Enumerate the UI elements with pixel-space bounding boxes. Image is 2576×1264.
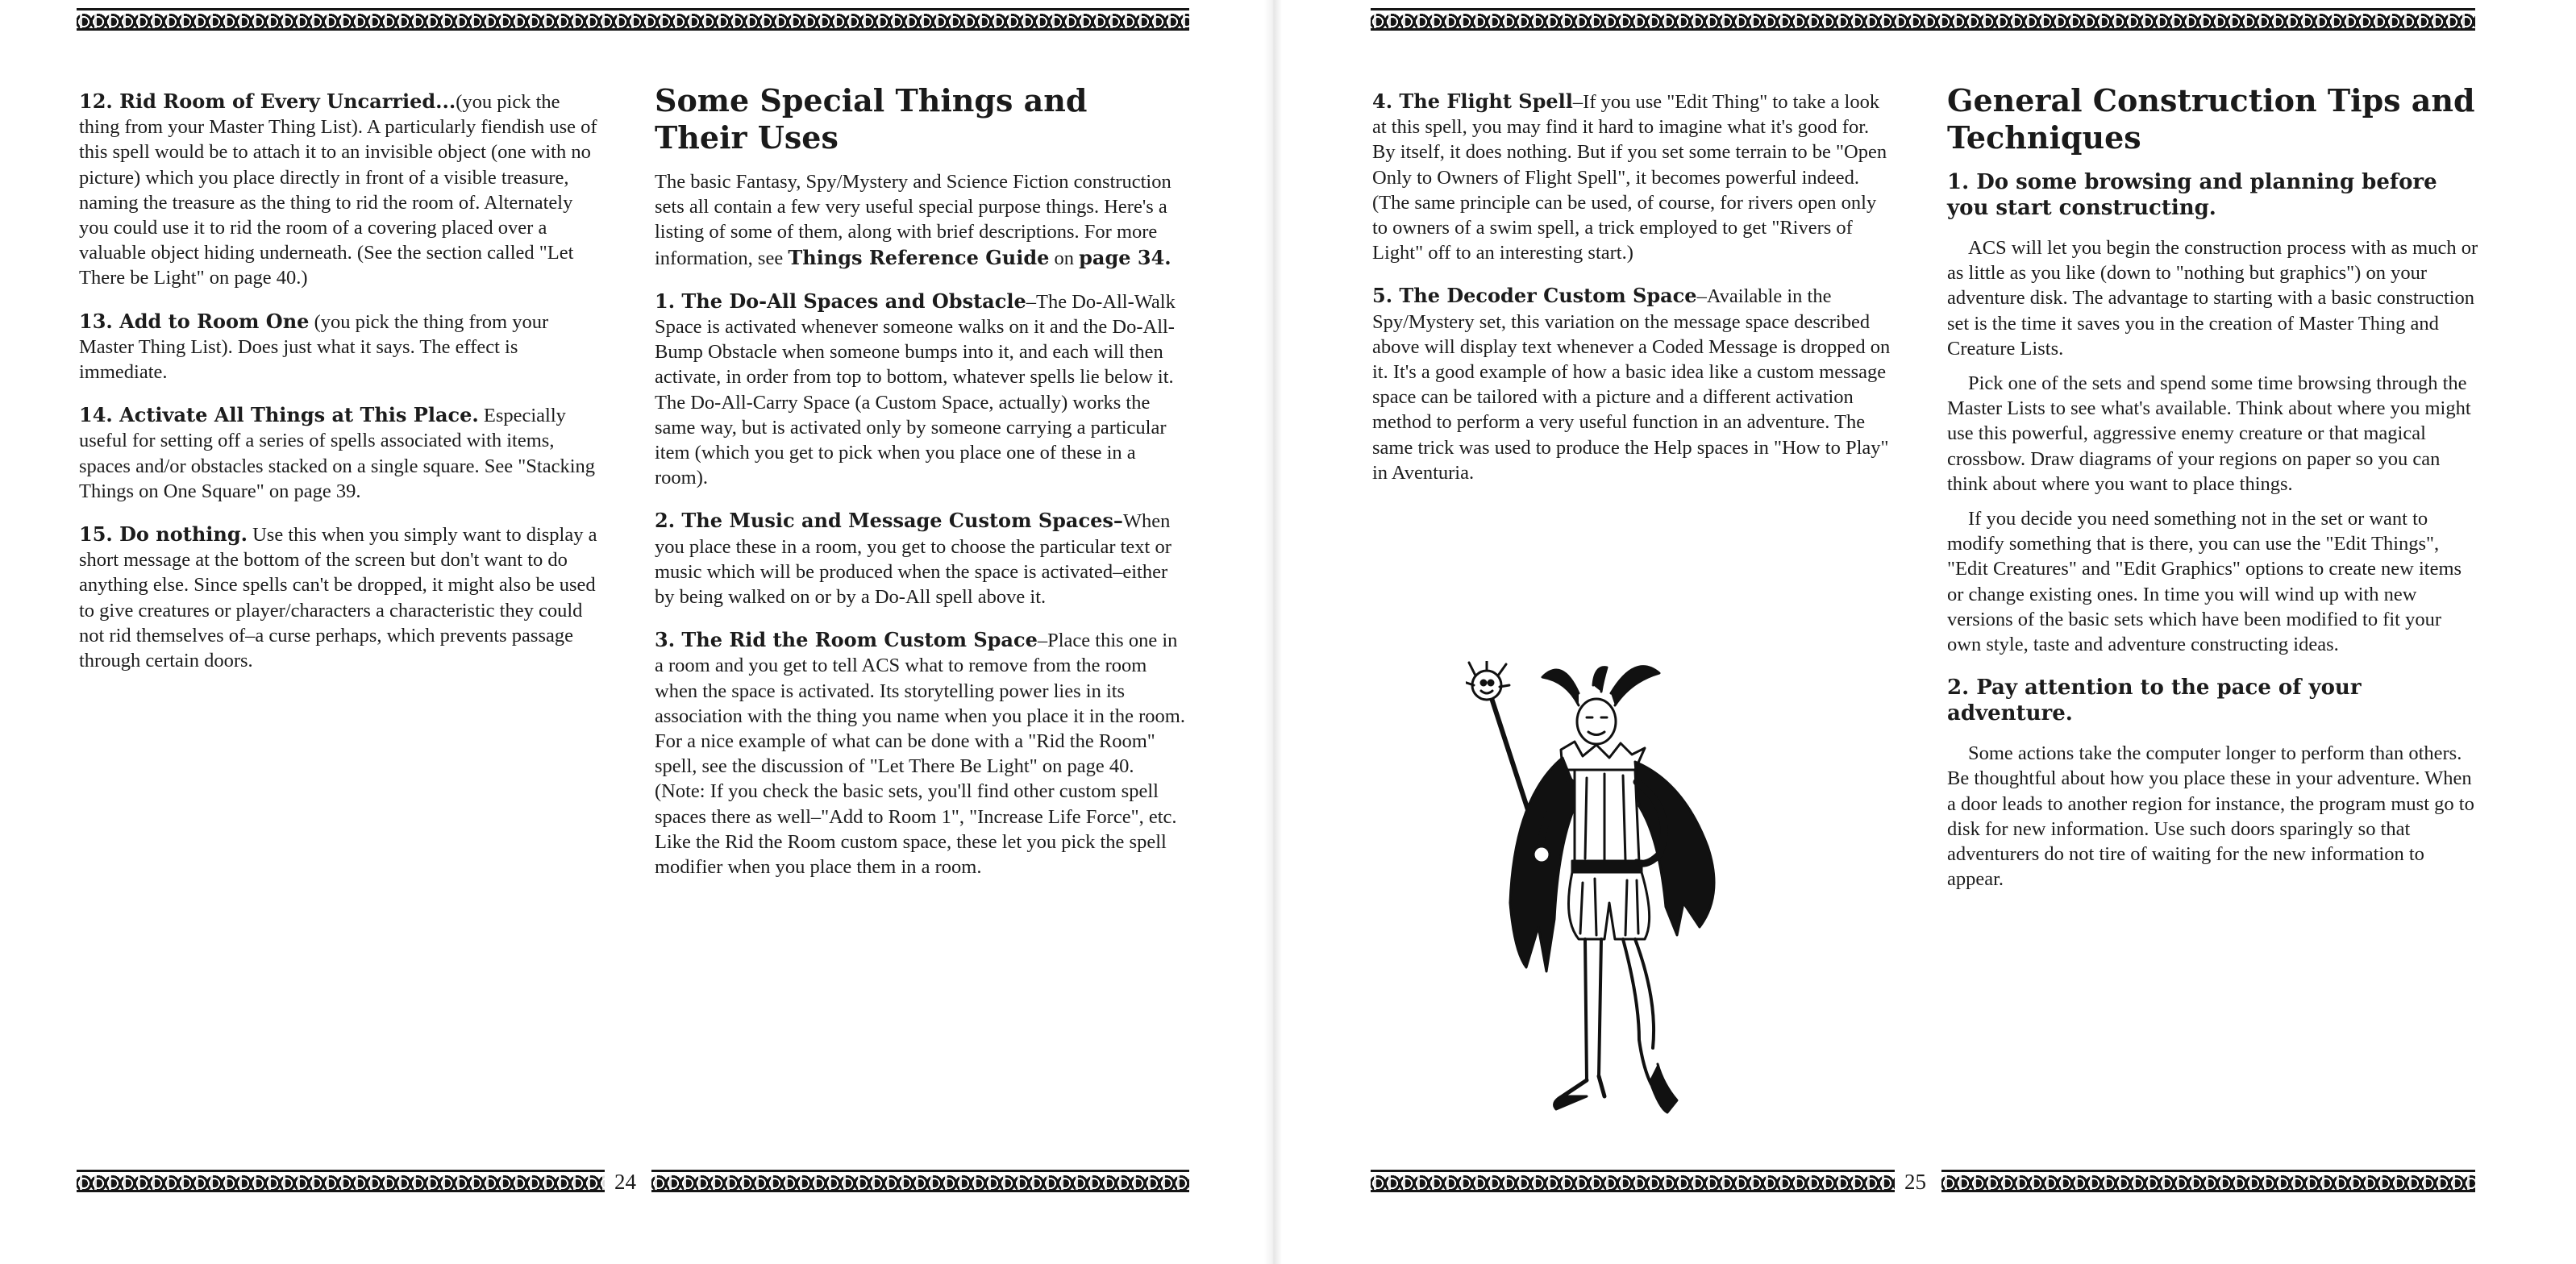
page-gutter bbox=[1264, 0, 1282, 1264]
tip-1-heading: 1. Do some browsing and planning before you start constructing. bbox=[1947, 170, 2437, 220]
special-things-intro: The basic Fantasy, Spy/Mystery and Science Fiction construction sets all contain a few very useful special purpose things. Here's a listing of some of them, along with brief descriptions. For more information, see Things Reference Guide on page 34. bbox=[655, 171, 1171, 269]
special-things-column bbox=[655, 82, 1185, 897]
spell-entry-13: 13. Add to Room One (you pick the thing from your Master Thing List). Does just what it says. The effect is immediate. bbox=[79, 309, 549, 384]
bottom-border-ornament-left bbox=[1371, 1170, 1895, 1192]
tip-1-paragraph: ACS will let you begin the construction process with as much or as little as you like (down to "nothing but graphics") on your adventure disk. The advantage to starting with a basic construction set is the time it saves you in the creation of Master Thing and Creature Lists. bbox=[1947, 237, 2478, 360]
jester-illustration-icon bbox=[1466, 661, 1772, 1121]
right-column-special-things-cont bbox=[1372, 89, 1896, 503]
special-thing-2: 2. The Music and Message Custom Spaces–When you place these in a room, you get to choose the particular text or music which will be produced when the space is activated–either by being walked on or by a Do-All spell above it. bbox=[655, 509, 1171, 609]
special-thing-1: 1. The Do-All Spaces and Obstacle–The Do-All-Walk Space is activated whenever someone walks on it and the Do-All-Bump Obstacle when someone bumps into it, and each will then activate, in order from top to bottom, whatever spells lie below it. The Do-All-Carry Space (a Custom Space, actually) works the same way, but is activated only by someone carrying a particular item (which you get to pick when you place one of these in a room). bbox=[655, 289, 1176, 489]
page-number: 25 bbox=[1904, 1170, 1926, 1194]
section-title-special-things: Some Special Things and Their Uses bbox=[655, 82, 1088, 156]
top-border-ornament bbox=[77, 8, 1189, 31]
bottom-border-ornament-left bbox=[77, 1170, 605, 1192]
bottom-border-ornament-right bbox=[1941, 1170, 2475, 1192]
tip-1-paragraph: If you decide you need something not in the set or want to modify something that is there, you can use the "Edit Things", "Edit Creatures" and "Edit Graphics" options to create new items or change existing ones. In time you will wind up with new versions of the basic sets which have been modified to fit your own style, taste and adventure constructing ideas. bbox=[1947, 508, 2462, 656]
spell-entry-15: 15. Do nothing. Use this when you simply want to display a short message at the bottom of the screen but don't want to do anything else. Since spells can't be dropped, it might also be used to give creatures or player/characters a characteristic they could not rid themselves of–a curse perhaps, which prevents passage through certain doors. bbox=[79, 522, 597, 672]
page-number: 24 bbox=[614, 1170, 636, 1194]
spell-entry-12: 12. Rid Room of Every Uncarried...(you pick the thing from your Master Thing List). A particularly fiendish use of this spell would be to attach it to an invisible object (one with no picture) which you place directly in front of a visible treasure, naming the treasure as the thing to rid the room of. Alternately you could use it to rid the room of a covering placed over a valuable object hiding underneath. (See the section called "Let There be Light" on page 40.) bbox=[79, 89, 597, 289]
special-thing-5: 5. The Decoder Custom Space–Available in the Spy/Mystery set, this variation on the message space described above will display text whenever a Coded Message is dropped on it. It's a good example of how a basic idea like a custom message space can be tailored with a picture and a different activation method to perform a very useful function in an adventure. The same trick was used to produce the Help spaces in "How to Play" in Aventuria. bbox=[1372, 284, 1891, 484]
bottom-border-ornament-right bbox=[651, 1170, 1189, 1192]
left-page bbox=[0, 0, 1258, 1264]
tip-2-paragraph: Some actions take the computer longer to perform than others. Be thoughtful about how you place these in your adventure. When a door leads to another region for instance, the program must go to disk for new information. Use such doors sparingly so that adventurers do not tire of waiting for the new information to appear. bbox=[1947, 742, 2474, 891]
right-page bbox=[1322, 0, 2576, 1264]
tip-2-heading: 2. Pay attention to the pace of your adventure. bbox=[1947, 676, 2362, 726]
left-column-spell-list bbox=[79, 89, 605, 691]
section-title-construction-tips: General Construction Tips and Techniques bbox=[1947, 82, 2475, 156]
top-border-ornament bbox=[1371, 8, 2475, 31]
spell-entry-14: 14. Activate All Things at This Place. Especially useful for setting off a series of spells associated with items, spaces and/or obstacles stacked on a single square. See "Stacking Things on One Square" on page 39. bbox=[79, 403, 596, 502]
special-thing-3: 3. The Rid the Room Custom Space–Place this one in a room and you get to tell ACS what to remove from the room when the space is activated. Its storytelling power lies in its association with the thing you name when you place it in the room. For a nice example of what can be done with a "Rid the Room" spell, see the discussion of "Let There Be Light" on page 40. (Note: If you check the basic sets, you'll find other custom spell spaces there as well–"Add to Room 1", "Increase Life Force", etc. Like the Rid the Room custom space, these let you pick the spell modifier when you place them in a room. bbox=[655, 628, 1185, 879]
special-thing-4: 4. The Flight Spell–If you use "Edit Thing" to take a look at this spell, you may find it hard to imagine what it's good for. By itself, it does nothing. But if you set some terrain to be "Open Only to Owners of Flight Spell", it becomes powerful indeed. (The same principle can be used, of course, for rivers open only to owners of a swim spell, a trick employed to get "Rivers of Light" off to an interesting start.) bbox=[1372, 89, 1887, 264]
construction-tips-column bbox=[1947, 82, 2479, 909]
tip-1-paragraph: Pick one of the sets and spend some time browsing through the Master Lists to see what's available. Think about where you might use this powerful, aggressive enemy creature or that magical crossbow. Draw diagrams of your regions on paper so you can think about where you want to place things. bbox=[1947, 372, 2471, 495]
